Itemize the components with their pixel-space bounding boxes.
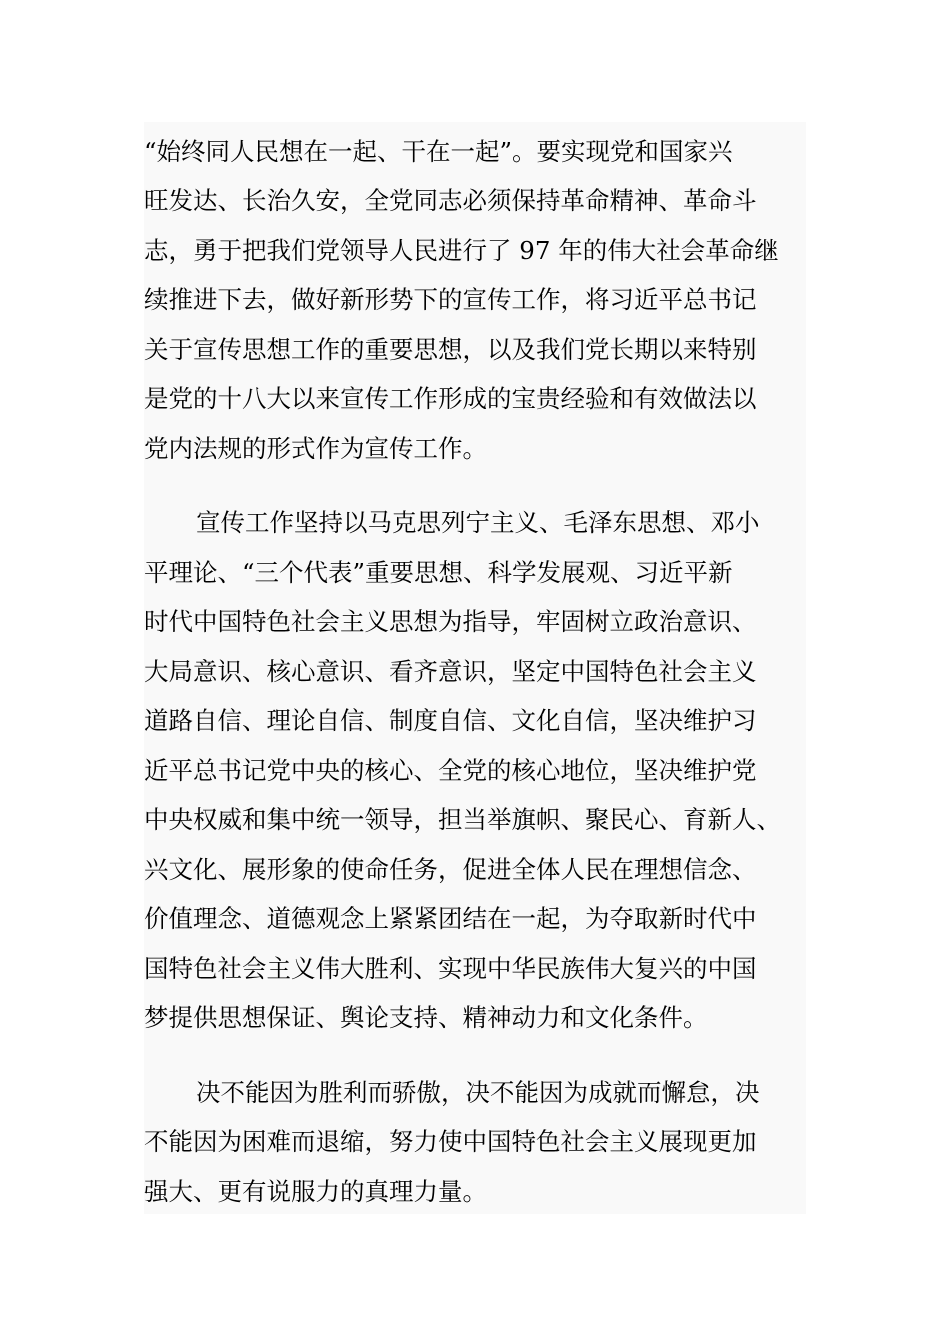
document-body xyxy=(144,122,806,1214)
text-line: 不能因为困难而退缩，努力使中国特色社会主义展现更加 xyxy=(144,1127,757,1156)
text-line: 价值理念、道德观念上紧紧团结在一起，为夺取新时代中 xyxy=(144,904,757,933)
text-line: 旺发达、长治久安，全党同志必须保持革命精神、革命斗 xyxy=(144,186,757,215)
text-line: 国特色社会主义伟大胜利、实现中华民族伟大复兴的中国 xyxy=(144,954,757,983)
text-line: 宣传工作坚持以马克思列宁主义、毛泽东思想、邓小 xyxy=(196,508,760,537)
text-line: 是党的十八大以来宣传工作形成的宝贵经验和有效做法以 xyxy=(144,384,757,413)
text-line: 党内法规的形式作为宣传工作。 xyxy=(144,434,487,463)
text-line: 强大、更有说服力的真理力量。 xyxy=(144,1177,487,1206)
text-line: 道路自信、理论自信、制度自信、文化自信，坚决维护习 xyxy=(144,706,757,735)
text-line: 大局意识、核心意识、看齐意识，坚定中国特色社会主义 xyxy=(144,657,757,686)
text-line: 关于宣传思想工作的重要思想，以及我们党长期以来特别 xyxy=(144,335,757,364)
text-line: 平理论、“三个代表”重要思想、科学发展观、习近平新 xyxy=(144,558,733,587)
text-line: 中央权威和集中统一领导，担当举旗帜、聚民心、育新人、 xyxy=(144,805,781,834)
text-line: 续推进下去，做好新形势下的宣传工作，将习近平总书记 xyxy=(144,285,757,314)
text-line: 志，勇于把我们党领导人民进行了 97 年的伟大社会革命继 xyxy=(144,236,779,265)
text-line: 决不能因为胜利而骄傲，决不能因为成就而懈怠，决 xyxy=(196,1078,760,1107)
text-line: 近平总书记党中央的核心、全党的核心地位，坚决维护党 xyxy=(144,756,757,785)
text-line: “始终同人民想在一起、干在一起”。要实现党和国家兴 xyxy=(144,137,733,166)
text-line: 梦提供思想保证、舆论支持、精神动力和文化条件。 xyxy=(144,1003,708,1032)
text-line: 时代中国特色社会主义思想为指导，牢固树立政治意识、 xyxy=(144,607,757,636)
text-line: 兴文化、展形象的使命任务，促进全体人民在理想信念、 xyxy=(144,855,757,884)
